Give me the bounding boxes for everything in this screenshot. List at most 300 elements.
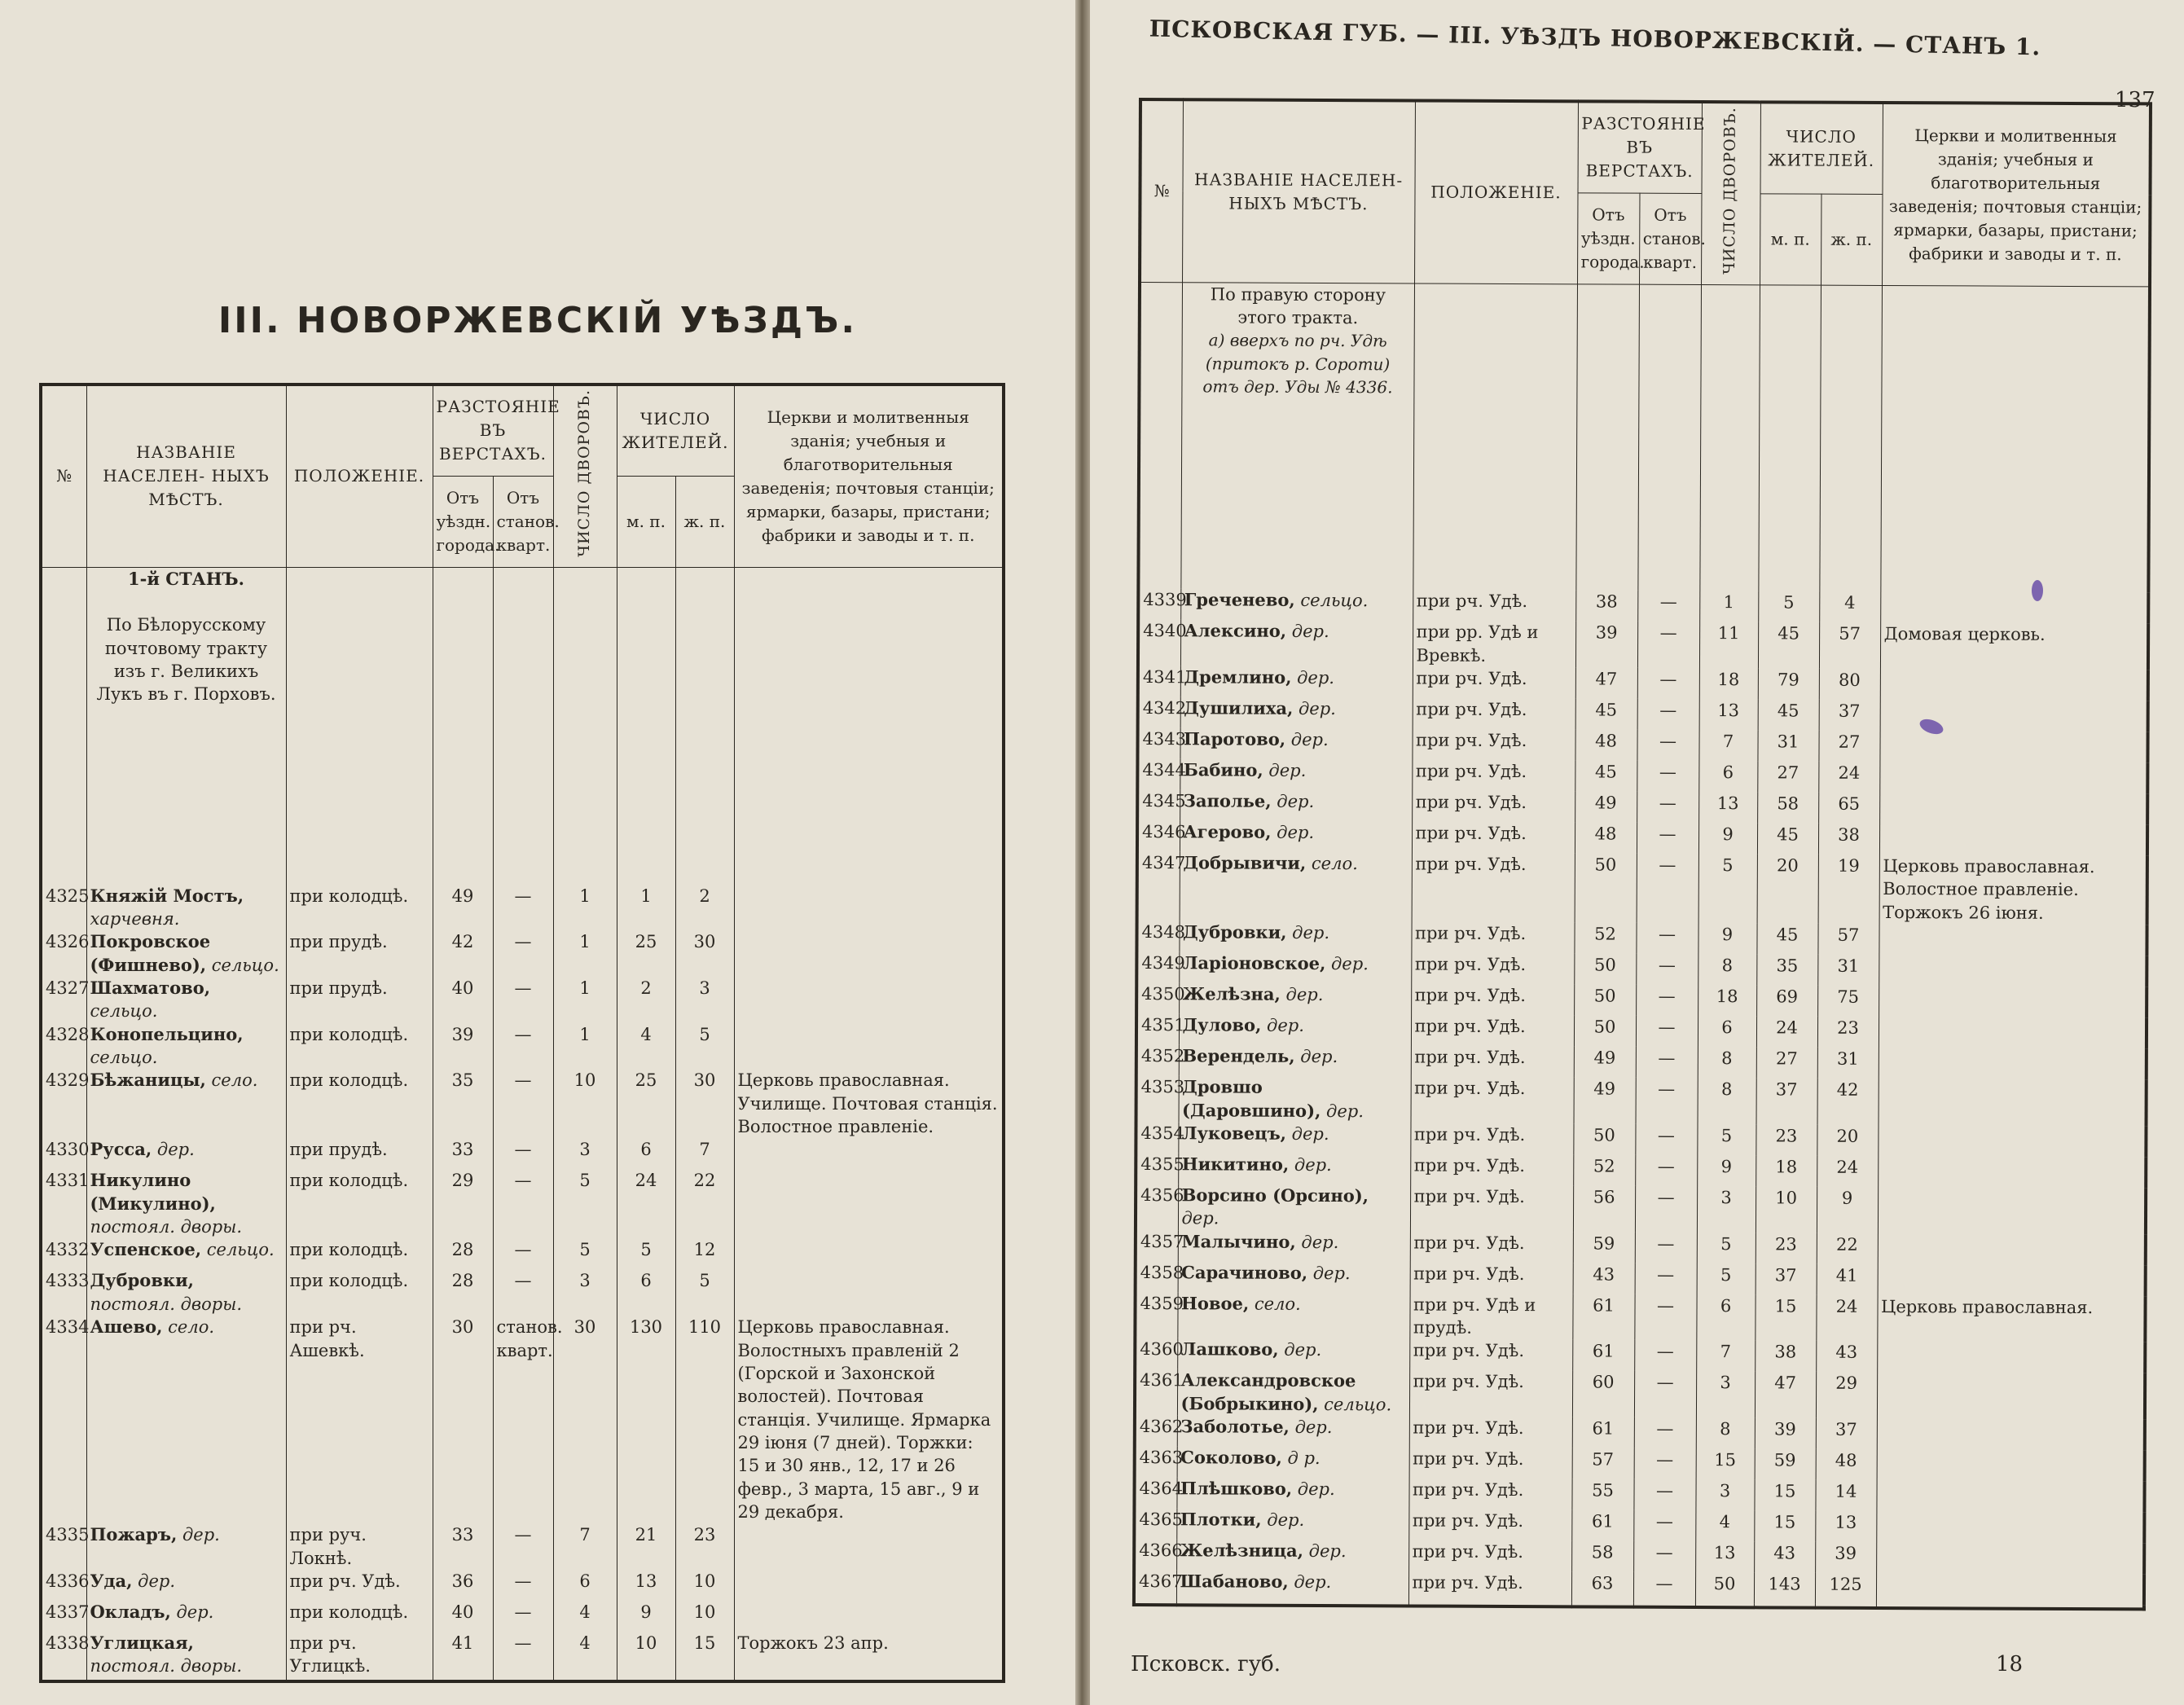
settlement-name [1179,1075,1411,1123]
yards-count: 9 [1698,923,1756,954]
yards-count: 6 [553,1570,617,1601]
table-row [1134,1508,2144,1543]
settlement-name-text: Душилиха, [1184,697,1294,718]
row-number: 4348 [1136,921,1179,951]
settlement-position: при рч. Удѣ. [1411,1077,1574,1124]
table-row [1135,1292,2145,1342]
table-row [1135,1369,2145,1419]
row-number: 4335 [41,1523,86,1570]
row-number: 4363 [1135,1446,1177,1477]
table-row [41,1238,1004,1269]
row-number: 4352 [1136,1044,1179,1075]
settlement-name-text: Дровшо (Даровшино), [1182,1076,1321,1121]
distance-from-city: 33 [433,1138,493,1169]
settlement-position: при колодцѣ. [286,1023,433,1070]
yards-count: 18 [1699,668,1758,699]
r-col-from-stan-header: Отъ станов. кварт. [1639,193,1701,284]
distance-from-city: 57 [1572,1448,1634,1479]
yards-count: 1 [553,885,617,931]
female-count: 125 [1815,1573,1876,1604]
settlement-position: при рч. Удѣ. [1413,667,1575,699]
row-number: 4365 [1134,1508,1176,1539]
male-count: 45 [1756,923,1817,954]
distance-from-stan: — [1637,699,1699,730]
settlement-type: дер. [1308,1540,1347,1562]
distance-from-stan: — [493,977,553,1023]
settlement-position: при колодцѣ. [286,1238,433,1269]
settlement-type: дер. [1291,1123,1329,1144]
settlement-position: при рр. Удѣ и Вревкѣ. [1413,621,1575,668]
settlement-name [86,1632,286,1678]
male-count: 6 [617,1269,675,1316]
settlement-name [86,1570,286,1601]
yards-count: 3 [1695,1479,1754,1510]
male-count: 21 [617,1523,675,1570]
distance-from-city: 61 [1572,1340,1634,1371]
distance-from-stan: — [1636,1016,1698,1047]
r-col-position-header: ПОЛОЖЕНІЕ. [1414,100,1578,283]
settlement-name [1179,921,1411,952]
yards-count: 5 [1697,1263,1756,1294]
female-count: 5 [675,1269,734,1316]
distance-from-stan: — [1637,730,1698,761]
male-count: 2 [617,977,675,1023]
settlement-name-text: Окладъ, [90,1601,171,1622]
settlement-name [86,1238,286,1269]
distance-from-city: 49 [1575,791,1637,822]
settlement-position: при рч. Углицкѣ. [286,1632,433,1678]
distance-from-city: 39 [1575,622,1637,668]
distance-from-city: 28 [433,1269,493,1316]
row-number: 4327 [41,977,86,1023]
settlement-name-text: Дубровки, [90,1270,194,1291]
female-count: 5 [675,1023,734,1070]
male-count: 37 [1756,1263,1817,1294]
col-from-stan-header: Отъ станов. кварт. [493,476,553,567]
male-count: 25 [617,1069,675,1138]
female-count: 2 [675,885,734,931]
table-row [1137,758,2147,793]
female-count: 29 [1816,1372,1877,1418]
settlement-name-text: Александровское (Бобрыкино), [1180,1369,1356,1414]
distance-from-city: 35 [433,1069,493,1138]
row-number: 4353 [1136,1075,1179,1122]
row-number: 4328 [41,1023,86,1070]
distance-from-stan: — [493,1632,553,1678]
settlement-name [86,1138,286,1169]
r-col-male-header: м. п. [1760,193,1821,284]
distance-from-city: 49 [1574,1047,1636,1078]
settlement-note [734,1138,1004,1169]
settlement-type: харчевня. [90,909,180,929]
distance-from-city: 48 [1575,822,1637,853]
settlement-note [734,1601,1004,1632]
distance-from-city: 45 [1575,698,1637,729]
settlement-name [1180,697,1413,728]
table-row [1137,820,2147,855]
yards-count: 1 [1699,591,1758,622]
settlement-type: дер. [138,1571,176,1591]
table-row [1137,727,2147,762]
settlement-position: при рч. Удѣ. [1408,1478,1571,1509]
settlement-name [86,1523,286,1570]
male-count: 6 [617,1138,675,1169]
settlement-position: при рч. Удѣ и прудѣ. [1409,1293,1572,1340]
female-count: 20 [1817,1125,1878,1156]
settlement-name-text: Бѣжаницы, [90,1070,206,1091]
yards-count: 8 [1696,1417,1755,1448]
settlement-name-text: Шахматово, [90,978,211,999]
settlement-name [1176,1570,1408,1602]
table-row [1134,1477,2144,1512]
row-number: 4331 [41,1169,86,1238]
table-row [1137,851,2147,925]
settlement-position: при прудѣ. [286,1138,433,1169]
male-count: 24 [1756,1016,1817,1047]
row-number: 4330 [41,1138,86,1169]
settlement-name [86,1169,286,1238]
distance-from-city: 60 [1572,1371,1634,1417]
row-number: 4367 [1134,1570,1176,1601]
left-settlements-table [39,383,1005,1683]
distance-from-city: 45 [1575,760,1637,791]
r-col-notes-header: Церкви и молитвенныя зданія; учебныя и благотворительныя заведенія; почтовыя станціи; ярмарки, базары, пристани; фабрики и заводы и т. п. [1882,103,2151,287]
settlement-type: дер. [1291,622,1329,642]
male-count: 10 [617,1632,675,1678]
settlement-note [1879,1017,2147,1048]
distance-from-stan: — [1637,761,1698,792]
distance-from-city: 47 [1575,667,1637,698]
settlement-name-text: Шабаново, [1180,1571,1289,1592]
stan-title-text: 1-й СТАНЪ. [128,568,244,589]
yards-count: 4 [553,1601,617,1632]
distance-from-stan: — [1633,1479,1695,1510]
distance-from-city: 50 [1575,853,1637,922]
table-row [1138,588,2148,623]
subsection-title: а) вверхъ по рч. Удѣ (притокъ р. Сороти) отъ дер. Уды № 4336. [1202,330,1393,398]
settlement-note: Церковь православная. Училище. Почтовая станція. Волостное правленіе. [734,1069,1004,1138]
settlement-note [1878,1187,2146,1234]
male-count: 38 [1755,1341,1816,1372]
male-count: 15 [1754,1510,1815,1541]
yards-count: 1 [553,977,617,1023]
distance-from-city: 59 [1573,1232,1635,1263]
yards-count: 4 [553,1632,617,1678]
settlement-note [1880,669,2148,701]
settlement-note [1877,1341,2145,1373]
row-number: 4356 [1136,1184,1178,1230]
settlement-name-text: Ворсино (Орсино), [1181,1184,1369,1206]
distance-from-stan: — [1636,923,1698,954]
table-row [1137,789,2147,824]
distance-from-city: 50 [1574,985,1636,1016]
female-count: 42 [1817,1079,1879,1125]
running-head: ПСКОВСКАЯ ГУБ. — III. УѢЗДЪ НОВОРЖЕВСКІЙ. — СТАНЪ 1. [1149,15,2041,61]
male-count: 9 [617,1601,675,1632]
row-number: 4349 [1136,951,1179,982]
settlement-type: село. [1254,1294,1301,1314]
settlement-name-text: Греченево, [1184,589,1295,611]
male-count: 31 [1757,730,1818,761]
female-count: 9 [1817,1187,1878,1233]
col-female-header: ж. п. [675,476,734,567]
distance-from-stan: — [1634,1371,1696,1417]
yards-count: 6 [1696,1294,1755,1341]
table-row [1136,1184,2146,1234]
yards-count: 50 [1695,1572,1754,1603]
distance-from-stan: — [493,930,553,977]
settlement-type: сельцо. [211,955,279,975]
female-count: 31 [1817,955,1879,986]
settlement-note [1877,1418,2145,1450]
settlement-name-text: Ашево, [90,1316,163,1338]
settlement-name [1176,1477,1408,1509]
settlement-name [1180,820,1412,852]
settlement-position: при рч. Удѣ. [1412,760,1575,792]
settlement-name [1179,951,1411,983]
settlement-type: сельцо. [1300,591,1369,611]
distance-from-stan: — [493,1570,553,1601]
female-count: 13 [1815,1511,1876,1542]
settlement-position: при рч. Удѣ. [1411,953,1574,985]
distance-from-stan: — [1637,668,1699,699]
settlement-type: дер. [1312,1263,1351,1283]
male-count: 35 [1756,954,1817,985]
settlement-note: Церковь православная. Волостное правленіе. Торжокъ 26 іюня. [1879,855,2147,925]
settlement-type: дер. [176,1602,214,1622]
yards-count: 13 [1699,699,1758,730]
page-number: 137 [2115,88,2155,112]
distance-from-city: 55 [1571,1479,1633,1509]
r-col-from-city-header: Отъ уѣздн. города. [1577,192,1639,283]
distance-from-city: 49 [1574,1078,1636,1124]
settlement-position: при рч. Удѣ. [286,1570,433,1601]
settlement-type: село. [211,1070,258,1091]
col-yards-label: ЧИСЛО ДВОРОВЪ. [575,389,594,557]
row-number: 4366 [1134,1539,1176,1570]
settlement-type: сельцо. [1324,1394,1392,1414]
settlement-note [734,1169,1004,1238]
table-row [1136,1261,2146,1296]
settlement-position: при рч. Удѣ. [1412,853,1575,923]
r-col-female-header: ж. п. [1821,194,1882,285]
settlement-type: дер. [1181,1208,1219,1228]
settlement-name [1179,1044,1411,1076]
filler-cell [286,1678,433,1682]
table-filler [41,1678,1004,1682]
yards-count: 8 [1698,1047,1756,1078]
filler-cell [1815,1604,1876,1609]
r-col-num-header: № [1140,99,1183,282]
settlement-position: при рч. Удѣ. [1411,1046,1574,1078]
distance-from-stan: — [1634,1448,1696,1479]
right-settlements-table [1132,98,2152,1611]
male-count: 4 [617,1023,675,1070]
table-row [41,885,1004,931]
settlement-name-text: Успенское, [90,1239,202,1260]
settlement-type: дер. [1294,1417,1333,1437]
distance-from-city: 52 [1573,1154,1635,1185]
filler-cell [1754,1603,1815,1608]
settlement-name-text: Лашково, [1180,1338,1279,1360]
settlement-type: дер. [1277,822,1315,843]
row-number: 4326 [41,930,86,977]
distance-from-stan: — [1637,792,1698,823]
table-row [1136,921,2147,956]
settlement-position: при рч. Удѣ. [1411,922,1574,954]
col-position-header: ПОЛОЖЕНІЕ. [286,385,433,567]
female-count: 75 [1817,986,1879,1017]
settlement-note [1879,1048,2147,1079]
distance-from-stan: — [1636,1078,1698,1124]
female-count: 48 [1816,1449,1877,1480]
stan-section-row [41,567,1004,884]
distance-from-city: 30 [433,1316,493,1523]
col-yards-header [553,385,617,567]
distance-from-city: 50 [1574,1016,1636,1047]
settlement-note [1879,986,2147,1017]
row-number: 4350 [1136,982,1179,1013]
settlement-name-text: Добрывичи, [1183,852,1307,874]
male-count: 25 [617,930,675,977]
settlement-position: при рч. Удѣ. [1412,791,1575,823]
settlement-note [734,1269,1004,1316]
distance-from-stan: — [1633,1572,1695,1603]
col-notes-header: Церкви и молитвенныя зданія; учебныя и благотворительныя заведенія; почтовыя станціи; ярмарки, базары, пристани; фабрики и заводы и т. п. [734,385,1004,567]
row-number: 4343 [1137,727,1180,758]
settlement-name [1177,1369,1409,1416]
row-number: 4329 [41,1069,86,1138]
settlement-type: дер. [1268,760,1307,781]
row-number: 4344 [1137,758,1180,789]
male-count: 45 [1757,823,1818,854]
female-count: 27 [1818,731,1879,762]
settlement-position: при рч. Удѣ. [1409,1416,1572,1448]
settlement-position: при рч. Удѣ. [1412,822,1575,854]
settlement-name [1177,1292,1409,1339]
settlement-type: дер. [1325,1101,1364,1121]
settlement-name-text: Никитино, [1181,1154,1290,1175]
distance-from-city: 50 [1573,1123,1635,1154]
male-count: 27 [1757,761,1818,792]
female-count: 65 [1818,793,1879,824]
settlement-type: д р. [1287,1448,1321,1468]
settlement-name [1179,982,1411,1014]
footer-number: 18 [1996,1652,2024,1676]
book-spine [1075,0,1090,1705]
table-row [41,1523,1004,1570]
settlement-name [1180,666,1413,697]
distance-from-stan: — [493,1138,553,1169]
table-row [1136,1013,2147,1048]
settlement-position: при рч. Удѣ. [1413,590,1575,622]
female-count: 24 [1818,762,1879,793]
distance-from-stan: станов. кварт. [493,1316,553,1523]
male-count: 45 [1758,699,1819,730]
distance-from-city: 28 [433,1238,493,1269]
female-count: 4 [1819,591,1880,622]
col-from-city-header: Отъ уѣздн. города. [433,476,493,567]
r-col-yards-header [1701,102,1760,285]
table-row [41,1269,1004,1316]
table-row [1135,1415,2145,1450]
male-count: 37 [1756,1078,1817,1124]
settlement-type: дер. [156,1140,195,1160]
settlement-note: Домовая церковь. [1880,622,2148,670]
settlement-name [86,1316,286,1523]
female-count: 24 [1817,1156,1878,1187]
settlement-name [1177,1446,1409,1478]
r-col-distance-header: РАЗСТОЯНІЕ ВЪ ВЕРСТАХЪ. [1577,101,1701,193]
table-row [41,1069,1004,1138]
male-count: 24 [617,1169,675,1238]
row-number: 4359 [1135,1292,1177,1338]
distance-from-stan: — [1637,591,1699,622]
settlement-type: дер. [1292,923,1330,943]
table-row [1138,619,2148,670]
female-count: 23 [1817,1017,1879,1048]
yards-count: 7 [1696,1340,1755,1371]
male-count: 59 [1755,1448,1816,1479]
settlement-name-text: Луковецъ, [1181,1123,1287,1144]
filler-cell [1571,1602,1633,1607]
yards-count: 8 [1698,1078,1756,1124]
male-count: 79 [1758,668,1819,699]
female-count: 80 [1819,669,1880,700]
distance-from-city: 40 [433,1601,493,1632]
settlement-position: при рч. Удѣ. [1409,1370,1572,1417]
settlement-name [1177,1415,1409,1447]
filler-cell [1695,1603,1754,1608]
table-row [1136,951,2147,987]
settlement-name-text: Уда, [90,1570,133,1591]
distance-from-city: 40 [433,977,493,1023]
settlement-name [86,1601,286,1632]
distance-from-stan: — [1637,854,1698,923]
distance-from-city: 43 [1573,1263,1635,1294]
row-number: 4362 [1135,1415,1177,1446]
female-count: 31 [1817,1048,1879,1079]
settlement-type: дер. [1301,1232,1339,1252]
settlement-name [1176,1539,1408,1571]
male-count: 23 [1756,1124,1817,1155]
settlement-type: дер. [1330,954,1369,974]
filler-cell [734,1678,1004,1682]
settlement-note [734,1523,1004,1570]
distance-from-stan: — [1636,1047,1698,1078]
settlement-position: при колодцѣ. [286,1601,433,1632]
filler-cell [675,1678,734,1682]
settlement-note [1876,1542,2144,1574]
distance-from-stan: — [1635,1124,1697,1155]
yards-count: 5 [553,1238,617,1269]
settlement-name-text: Дремлино, [1184,666,1292,688]
female-count: 12 [675,1238,734,1269]
filler-cell [1633,1603,1695,1608]
distance-from-city: 61 [1571,1509,1633,1540]
settlement-name [1180,620,1413,667]
settlement-type: постоял. дворы. [90,1294,243,1314]
row-number: 4364 [1134,1477,1176,1508]
settlement-type: дер. [1297,1479,1335,1499]
settlement-name-text: Паротово, [1184,728,1286,749]
male-count: 58 [1757,792,1818,823]
yards-count: 11 [1699,622,1758,668]
distance-from-stan: — [1635,1232,1697,1263]
row-number: 4360 [1135,1338,1177,1369]
distance-from-city: 33 [433,1523,493,1570]
footer-signature: Псковск. губ. [1131,1652,1281,1676]
